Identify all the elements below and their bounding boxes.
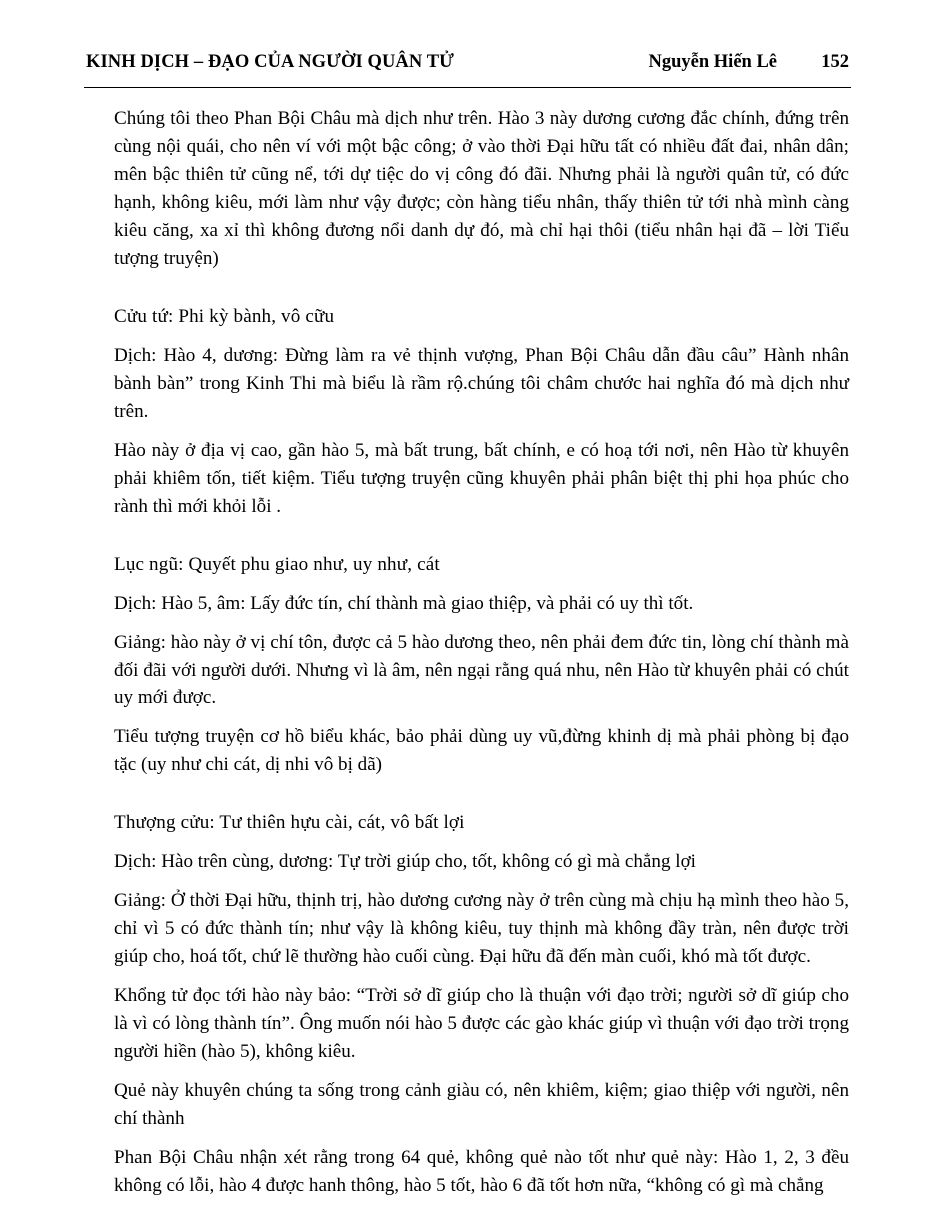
paragraph-11: Giảng: Ở thời Đại hữu, thịnh trị, hào dương cương này ở trên cùng mà chịu hạ mình theo hào 5, chỉ vì 5 có đức thành tín; như vậy là không kiêu, tuy thịnh mà không đầy tràn, nên được trời giúp cho, hoá tốt, chứ lẽ thường hào cuối cùng. Đại hữu đã đến màn cuối, khó mà tốt được. — [114, 890, 849, 968]
paragraph-8: Tiểu tượng truyện cơ hồ biểu khác, bảo phải dùng uy vũ,đừng khinh dị mà phải phòng bị đạo tặc (uy như chi cát, dị nhi vô bị dã) — [114, 726, 849, 776]
paragraph-3: Dịch: Hào 4, dương: Đừng làm ra vẻ thịnh vượng, Phan Bội Châu dẫn đầu câu” Hành nhân bành bàn” trong Kinh Thi mà biểu là rầm rộ.chúng tôi châm chước hai nghĩa đó mà dịch như trên. — [114, 344, 849, 422]
page-header — [84, 52, 851, 73]
header-right-group — [649, 52, 849, 73]
paragraph-14: Phan Bội Châu nhận xét rằng trong 64 quẻ, không quẻ nào tốt như quẻ này: Hào 1, 2, 3 đều không có lỗi, hào 4 được hanh thông, hào 5 tốt, hào 6 đã tốt hơn nữa, “không có gì mà chẳng — [114, 1147, 849, 1197]
header-divider — [84, 87, 851, 88]
paragraph-10: Dịch: Hào trên cùng, dương: Tự trời giúp cho, tốt, không có gì mà chẳng lợi — [114, 851, 696, 873]
paragraph-1: Chúng tôi theo Phan Bội Châu mà dịch như trên. Hào 3 này dương cương đắc chính, đứng trên cùng nội quái, cho nên ví với một bậc công; ở vào thời Đại hữu tất có nhiều đất đai, nhân dân; mên bậc thiên tử cũng nể, tới dự tiệc do vị công đó đãi. Nhưng phải là người quân tử, có đức hạnh, không kiêu, mới làm như vậy được; còn hàng tiểu nhân, thấy thiên tử tới nhà mình càng kiêu căng, xa xỉ thì không đương nổi danh dự đó, mà chỉ hại thôi (tiểu nhân hại đã – lời Tiểu tượng truyện) — [114, 108, 849, 269]
paragraph-5-line-heading: Lục ngũ: Quyết phu giao như, uy như, cát — [114, 553, 440, 575]
page-body — [84, 105, 851, 1200]
page-number: 152 — [821, 52, 849, 72]
paragraph-9-line-heading: Thượng cửu: Tư thiên hựu cài, cát, vô bất lợi — [114, 812, 465, 834]
paragraph-4: Hào này ở địa vị cao, gần hào 5, mà bất trung, bất chính, e có hoạ tới nơi, nên Hào từ khuyên phải khiêm tốn, tiết kiệm. Tiểu tượng truyện cũng khuyên phải phân biệt thị phi họa phúc cho rành thì mới khỏi lỗi . — [114, 439, 849, 517]
paragraph-7: Giảng: hào này ở vị chí tôn, được cả 5 hào dương theo, nên phải đem đức tin, lòng chí thành mà đối đãi với người dưới. Nhưng vì là âm, nên ngại rằng quá nhu, nên Hào từ khuyên phải có chút uy mới được. — [114, 631, 849, 709]
paragraph-2-line-heading: Cửu tứ: Phi kỳ bành, vô cữu — [114, 305, 335, 327]
book-title: KINH DỊCH – ĐẠO CỦA NGƯỜI QUÂN TỬ — [86, 52, 455, 72]
paragraph-12: Khổng tử đọc tới hào này bảo: “Trời sở dĩ giúp cho là thuận với đạo trời; người sở dĩ giúp cho là vì có lòng thành tín”. Ông muốn nói hào 5 được các gào khác giúp vì thuận với đạo trời trọng người hiền (hào 5), không kiêu. — [114, 985, 849, 1063]
author-name: Nguyễn Hiến Lê — [648, 52, 777, 72]
paragraph-13: Quẻ này khuyên chúng ta sống trong cảnh giàu có, nên khiêm, kiệm; giao thiệp với người, nên chí thành — [114, 1080, 849, 1130]
paragraph-6: Dịch: Hào 5, âm: Lấy đức tín, chí thành mà giao thiệp, và phải có uy thì tốt. — [114, 592, 694, 614]
